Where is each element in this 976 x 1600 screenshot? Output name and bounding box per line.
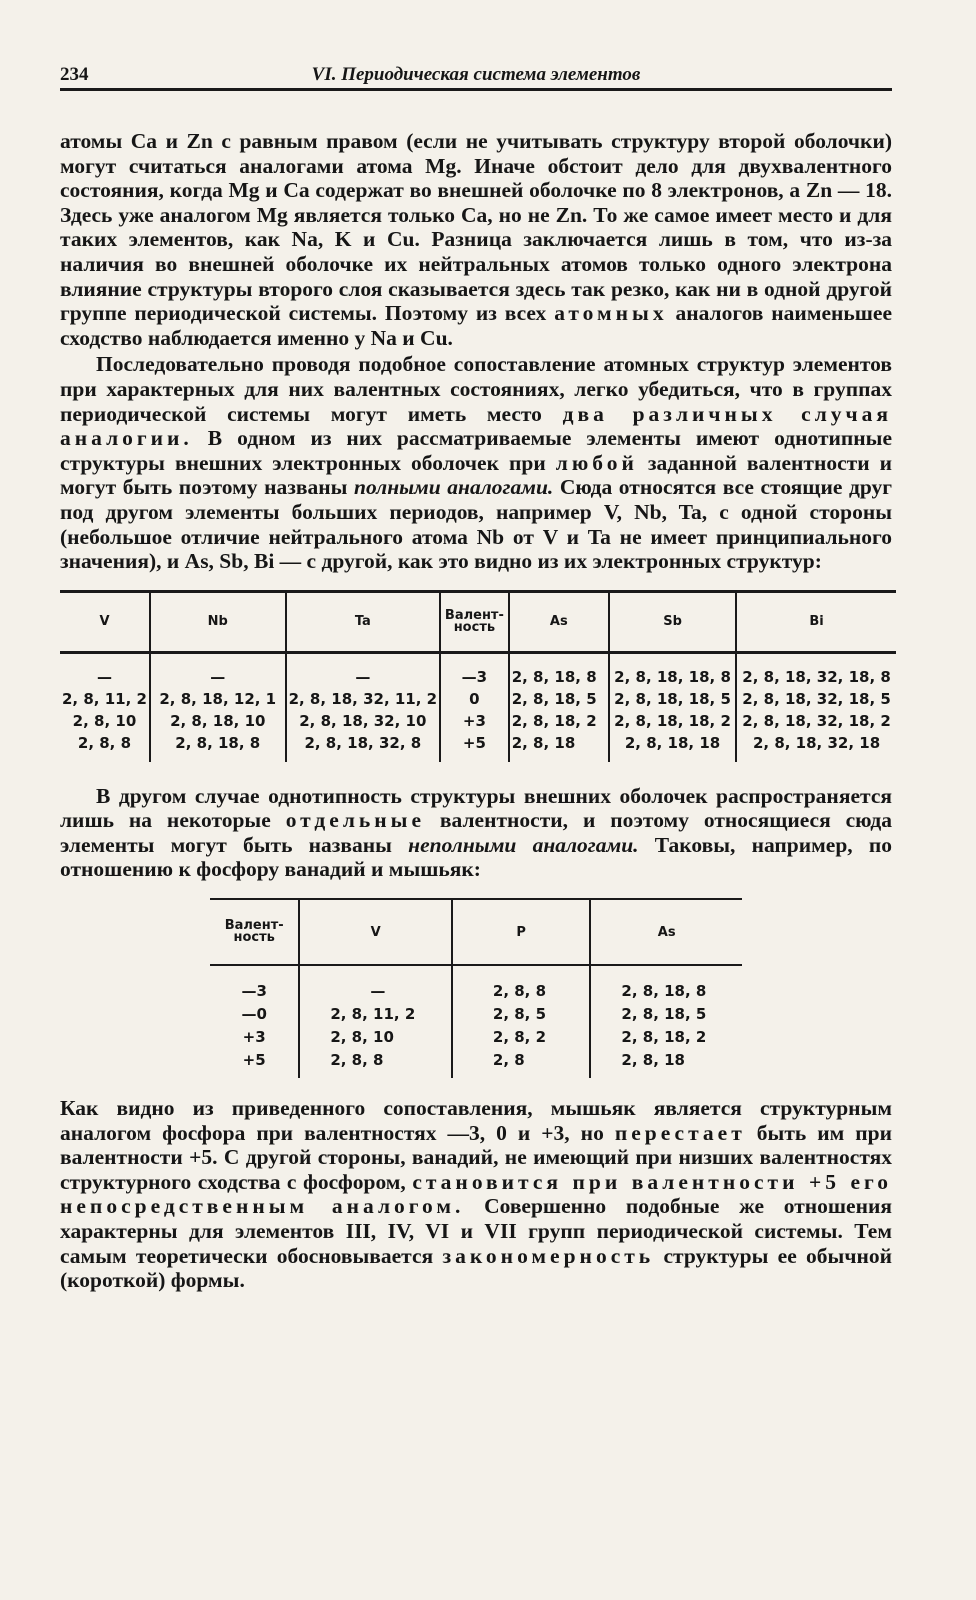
table2-col-as: 2, 8, 18, 8 2, 8, 18, 5 2, 8, 18, 2 2, 8, 18 (590, 965, 742, 1078)
table2-header-valence: Валент-ность (210, 899, 299, 965)
paragraph-4: Как видно из приведенного сопоставления, мышьяк является структурным аналогом фосфора при валентностях —3, 0 и +3, но перестает быть им при валентности +5. С другой стороны, ванадий, не имеющий при низших валентностях структурного сходства с фосфором, становится при валентности +5 его непосредственным аналогом. Совершенно подобные же отношения характерны для элементов III, IV, VI и VII групп периодической системы. Тем самым теоретически обосновывается закономерность структуры ее обычной (короткой) формы. (60, 1096, 893, 1293)
table1-col-bi: 2, 8, 18, 32, 18, 8 2, 8, 18, 32, 18, 5 2, 8, 18, 32, 18, 2 2, 8, 18, 32, 18 (736, 652, 896, 762)
table2-header-row (210, 899, 742, 965)
electron-structure-table-2 (210, 898, 742, 1078)
table1-col-nb: — 2, 8, 18, 12, 1 2, 8, 18, 10 2, 8, 18, 8 (150, 652, 286, 762)
running-title: VI. Периодическая система элементов (311, 64, 641, 85)
table1-col-as: 2, 8, 18, 8 2, 8, 18, 5 2, 8, 18, 2 2, 8, 18 (509, 652, 609, 762)
table1-col-sb: 2, 8, 18, 18, 8 2, 8, 18, 18, 5 2, 8, 18, 18, 2 2, 8, 18, 18 (609, 652, 736, 762)
table1-body (60, 652, 896, 762)
paragraph-3: В другом случае однотипность структуры внешних оболочек распространяется лишь на некоторые отдельные валентности, и поэтому относящиеся сюда элементы могут быть названы неполными аналогами. Таковы, например, по отношению к фосфору ванадий и мышьяк: (60, 783, 893, 882)
table1-header-ta: Ta (286, 591, 441, 652)
table2-header-as: As (590, 899, 742, 965)
table2-col-valence: —3 —0 +3 +5 (241, 982, 267, 1070)
table1-col-v: — 2, 8, 11, 2 2, 8, 10 2, 8, 8 (62, 667, 147, 752)
table1-header-bi: Bi (736, 591, 896, 652)
table2-body (210, 965, 742, 1078)
table1-header-sb: Sb (609, 591, 736, 652)
table1-header-nb: Nb (150, 591, 286, 652)
table1-header-v: V (60, 591, 150, 652)
table1-header-row (60, 591, 896, 652)
book-page (60, 62, 892, 1293)
table2-col-p: 2, 8, 8 2, 8, 5 2, 8, 2 2, 8 (452, 965, 591, 1078)
electron-structure-table-1 (60, 590, 896, 762)
paragraph-1: атомы Ca и Zn с равным правом (если не учитывать структуру второй оболочки) могут считаться аналогами атома Mg. Иначе обстоит дело для двухвалентного состояния, когда Mg и Ca содержат во внешней оболочке по 8 электронов, а Zn — 18. Здесь уже аналогом Mg является только Ca, но не Zn. То же самое имеет место и для таких элементов, как Na, K и Cu. Разница заключается лишь в том, что из-за наличия во внешней оболочке их нейтральных атомов только одного электрона влияние структуры второго слоя сказывается здесь так резко, как ни в одной другой группе периодической системы. Поэтому из всех атомных аналогов наименьшее сходство наблюдается именно у Na и Cu. (60, 129, 893, 350)
table1-header-valence: Валент-ность (440, 591, 509, 652)
table2-col-v: — 2, 8, 11, 2 2, 8, 10 2, 8, 8 (299, 965, 452, 1078)
table2-header-p: P (452, 899, 591, 965)
table1-col-ta: — 2, 8, 18, 32, 11, 2 2, 8, 18, 32, 10 2, 8, 18, 32, 8 (286, 652, 441, 762)
table1-header-as: As (509, 591, 609, 652)
paragraph-2: Последовательно проводя подобное сопоставление атомных структур элементов при характерных для них валентных состояниях, легко убедиться, что в группах периодической системы могут иметь место два различных случая аналогии. В одном из них рассматриваемые элементы имеют однотипные структуры внешних электронных оболочек при любой заданной валентности и могут быть поэтому названы полными аналогами. Сюда относятся все стоящие друг под другом элементы больших периодов, например V, Nb, Ta, с одной стороны (небольшое отличие нейтрального атома Nb от V и Ta не имеет принципиального значения), и As, Sb, Bi — с другой, как это видно из их электронных структур: (60, 352, 893, 574)
page-number: 234 (60, 64, 89, 85)
page-header (60, 62, 892, 91)
table1-col-valence: —3 0 +3 +5 (440, 652, 509, 762)
table2-header-v: V (299, 899, 452, 965)
